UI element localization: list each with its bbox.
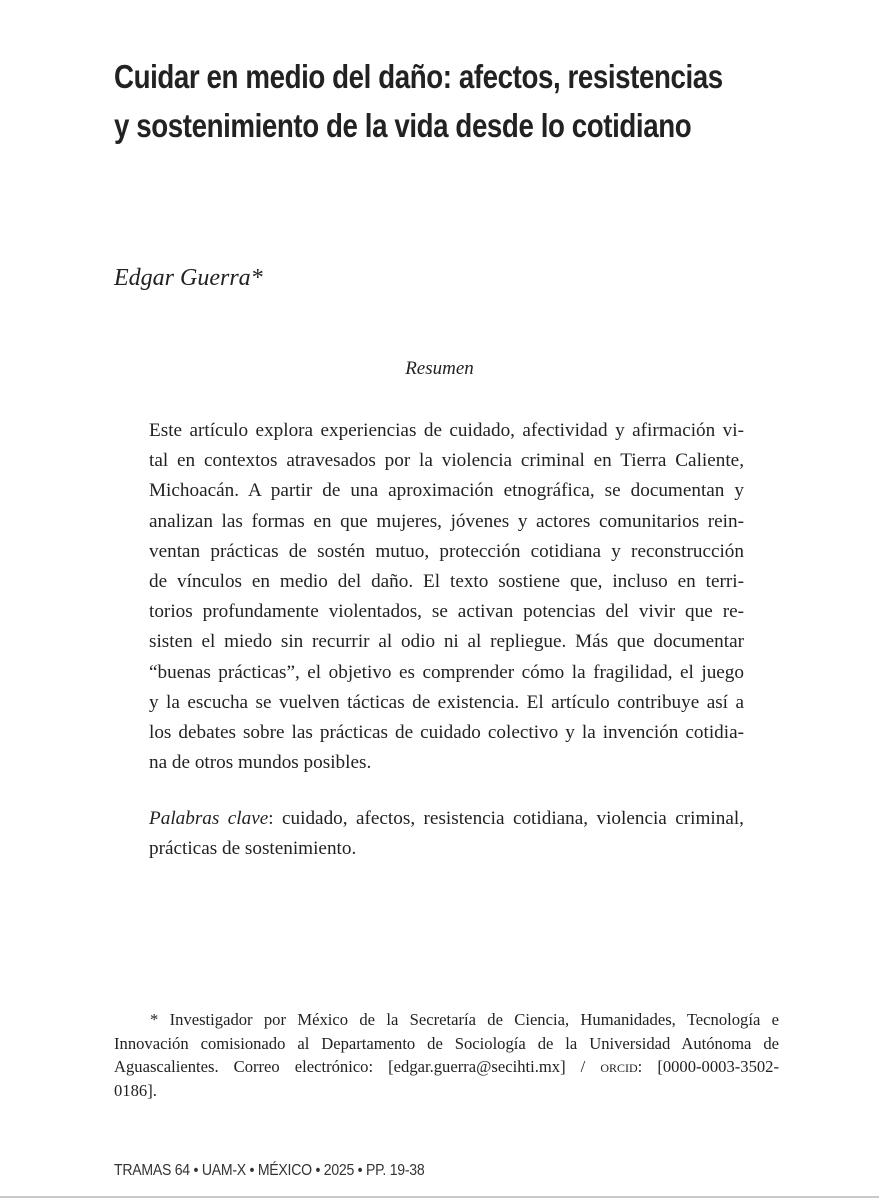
abstract-line: torios profundamente violentados, se activan potencias del vivir que re- xyxy=(149,601,744,623)
footnote-line: Innovación comisionado al Departamento de Sociología de la Universidad Autónoma de xyxy=(114,1033,779,1053)
author-footnote xyxy=(114,1008,779,1102)
article-title xyxy=(114,52,723,150)
abstract-line: tal en contextos atravesados por la violencia criminal en Tierra Caliente, xyxy=(149,450,744,472)
article-title-line-2: y sostenimiento de la vida desde lo cotidiano xyxy=(114,107,692,144)
keywords-line-2: prácticas de sostenimiento. xyxy=(149,838,357,860)
abstract-line: y la escucha se vuelven tácticas de existencia. El artículo contribuye así a xyxy=(149,691,744,713)
orcid-label: orcid xyxy=(600,1057,638,1076)
footnote-line: 0186]. xyxy=(114,1080,157,1100)
article-title-line-1: Cuidar en medio del daño: afectos, resistencias xyxy=(114,58,723,95)
footnote-line: * Investigador por México de la Secretaría de Ciencia, Humanidades, Tecnología e xyxy=(150,1010,779,1029)
keywords-line-1 xyxy=(149,804,744,834)
abstract-line: na de otros mundos posibles. xyxy=(149,752,372,774)
abstract-line: de vínculos en medio del daño. El texto sostiene que, incluso en terri- xyxy=(149,571,744,593)
abstract-line: Este artículo explora experiencias de cuidado, afectividad y afirmación vi- xyxy=(149,420,744,441)
keywords-label: Palabras clave xyxy=(149,808,269,829)
footnote-line xyxy=(114,1055,779,1079)
abstract-line: “buenas prácticas”, el objetivo es comprender cómo la fragilidad, el juego xyxy=(149,661,744,683)
keywords xyxy=(149,804,744,864)
journal-footer: TRAMAS 64 • UAM-X • MÉXICO • 2025 • PP. 19-38 xyxy=(114,1162,425,1179)
abstract-heading: Resumen xyxy=(405,358,474,379)
page-edge-divider xyxy=(0,1196,879,1198)
abstract-line: Michoacán. A partir de una aproximación etnográfica, se documentan y xyxy=(149,480,744,502)
abstract-body xyxy=(149,416,744,778)
keywords-list-part-1: : cuidado, afectos, resistencia cotidiana, violencia criminal, xyxy=(268,808,744,829)
abstract-line: analizan las formas en que mujeres, jóvenes y actores comunitarios rein- xyxy=(149,510,744,532)
abstract-line: los debates sobre las prácticas de cuidado colectivo y la invención cotidia- xyxy=(149,722,744,744)
abstract-line: sisten el miedo sin recurrir al odio ni al repliegue. Más que documentar xyxy=(149,631,744,653)
author-name: Edgar Guerra* xyxy=(114,265,263,291)
abstract-line: ventan prácticas de sostén mutuo, protección cotidiana y reconstrucción xyxy=(149,540,744,562)
footnote-orcid-id: : [0000-0003-3502- xyxy=(637,1057,779,1076)
footnote-email-text: Aguascalientes. Correo electrónico: [edgar.guerra@secihti.mx] / xyxy=(114,1057,601,1076)
